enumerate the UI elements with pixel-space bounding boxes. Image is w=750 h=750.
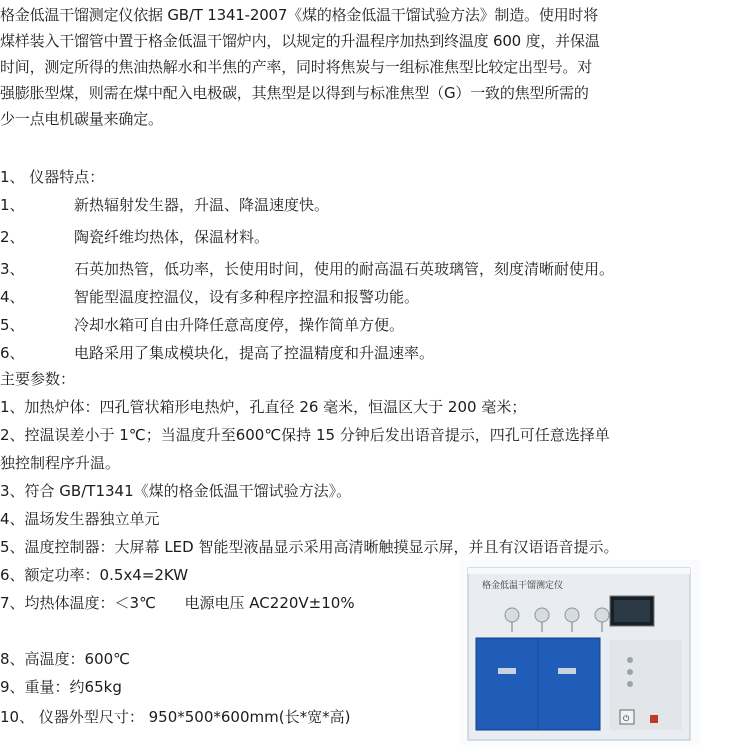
feature-item <box>0 312 404 338</box>
param-line: 4、温场发生器独立单元 <box>0 510 160 528</box>
port-icon <box>535 608 549 622</box>
port-icon <box>595 608 609 622</box>
feature-number: 1、 <box>0 196 25 214</box>
feature-number: 3、 <box>0 260 25 278</box>
indicator-icon <box>627 669 633 675</box>
feature-number: 4、 <box>0 288 25 306</box>
power-switch-icon: ⏻ <box>623 714 630 723</box>
intro-paragraph <box>0 2 750 132</box>
param-line: 独控制程序升温。 <box>0 454 121 472</box>
param-line: 9、重量：约65kg <box>0 678 122 696</box>
instrument-photo <box>460 560 700 745</box>
display-glass <box>614 600 650 622</box>
param-line: 5、温度控制器：大屏幕 LED 智能型液晶显示采用高清晰触摸显示屏，并且有汉语语音提示。 <box>0 538 619 556</box>
door-handle-left <box>498 668 516 674</box>
warning-icon <box>650 715 658 723</box>
port-icon <box>505 608 519 622</box>
feature-text: 电路采用了集成模块化，提高了控温精度和升温速率。 <box>74 344 435 362</box>
indicator-icon <box>627 681 633 687</box>
feature-number: 6、 <box>0 344 25 362</box>
intro-line: 少一点电机碳量来确定。 <box>0 110 163 128</box>
feature-text: 新热辐射发生器，升温、降温速度快。 <box>74 196 330 214</box>
param-line: 1、加热炉体：四孔管状箱形电热炉，孔直径 26 毫米，恒温区大于 200 毫米； <box>0 398 527 416</box>
feature-text: 石英加热管，低功率，长使用时间，使用的耐高温石英玻璃管，刻度清晰耐使用。 <box>74 260 615 278</box>
feature-item <box>0 284 419 310</box>
panel-label: 格金低温干馏测定仪 <box>482 581 564 591</box>
param-line: 6、额定功率：0.5x4=2KW <box>0 566 189 584</box>
feature-number: 2、 <box>0 228 25 246</box>
port-icon <box>565 608 579 622</box>
feature-number: 5、 <box>0 316 25 334</box>
params-heading: 主要参数： <box>0 370 76 388</box>
door-handle-right <box>558 668 576 674</box>
feature-item <box>0 192 329 218</box>
feature-item <box>0 256 614 282</box>
feature-item <box>0 224 269 250</box>
intro-line: 时间，测定所得的焦油热解水和半焦的产率，同时将焦炭与一组标准焦型比较定出型号。对 <box>0 58 593 76</box>
feature-text: 冷却水箱可自由升降任意高度停，操作简单方便。 <box>74 316 405 334</box>
features-heading: 1、 仪器特点： <box>0 168 105 186</box>
param-line: 3、符合 GB/T1341《煤的格金低温干馏试验方法》。 <box>0 482 352 500</box>
indicator-icon <box>627 657 633 663</box>
param-line: 10、 仪器外型尺寸： 950*500*600mm(长*宽*高) <box>0 708 351 726</box>
param-line: 8、高温度：600℃ <box>0 650 131 668</box>
feature-text: 智能型温度控温仪，设有多种程序控温和报警功能。 <box>74 288 420 306</box>
cabinet-top-edge <box>468 568 690 574</box>
feature-item <box>0 340 434 366</box>
feature-text: 陶瓷纤维均热体，保温材料。 <box>74 228 270 246</box>
intro-line: 强膨胀型煤，则需在煤中配入电极碳，其焦型是以得到与标准焦型（G）一致的焦型所需的 <box>0 84 589 102</box>
param-line: 2、控温误差小于 1℃；当温度升至600℃保持 15 分钟后发出语音提示，四孔可任意选择单 <box>0 426 610 444</box>
intro-line: 煤样装入干馏管中置于格金低温干馏炉内，以规定的升温程序加热到终温度 600 度，并保温 <box>0 32 600 50</box>
param-line: 7、均热体温度：＜3℃ 电源电压 AC220V±10% <box>0 594 355 612</box>
intro-line: 格金低温干馏测定仪依据 GB/T 1341-2007《煤的格金低温干馏试验方法》制造。使用时将 <box>0 6 599 24</box>
